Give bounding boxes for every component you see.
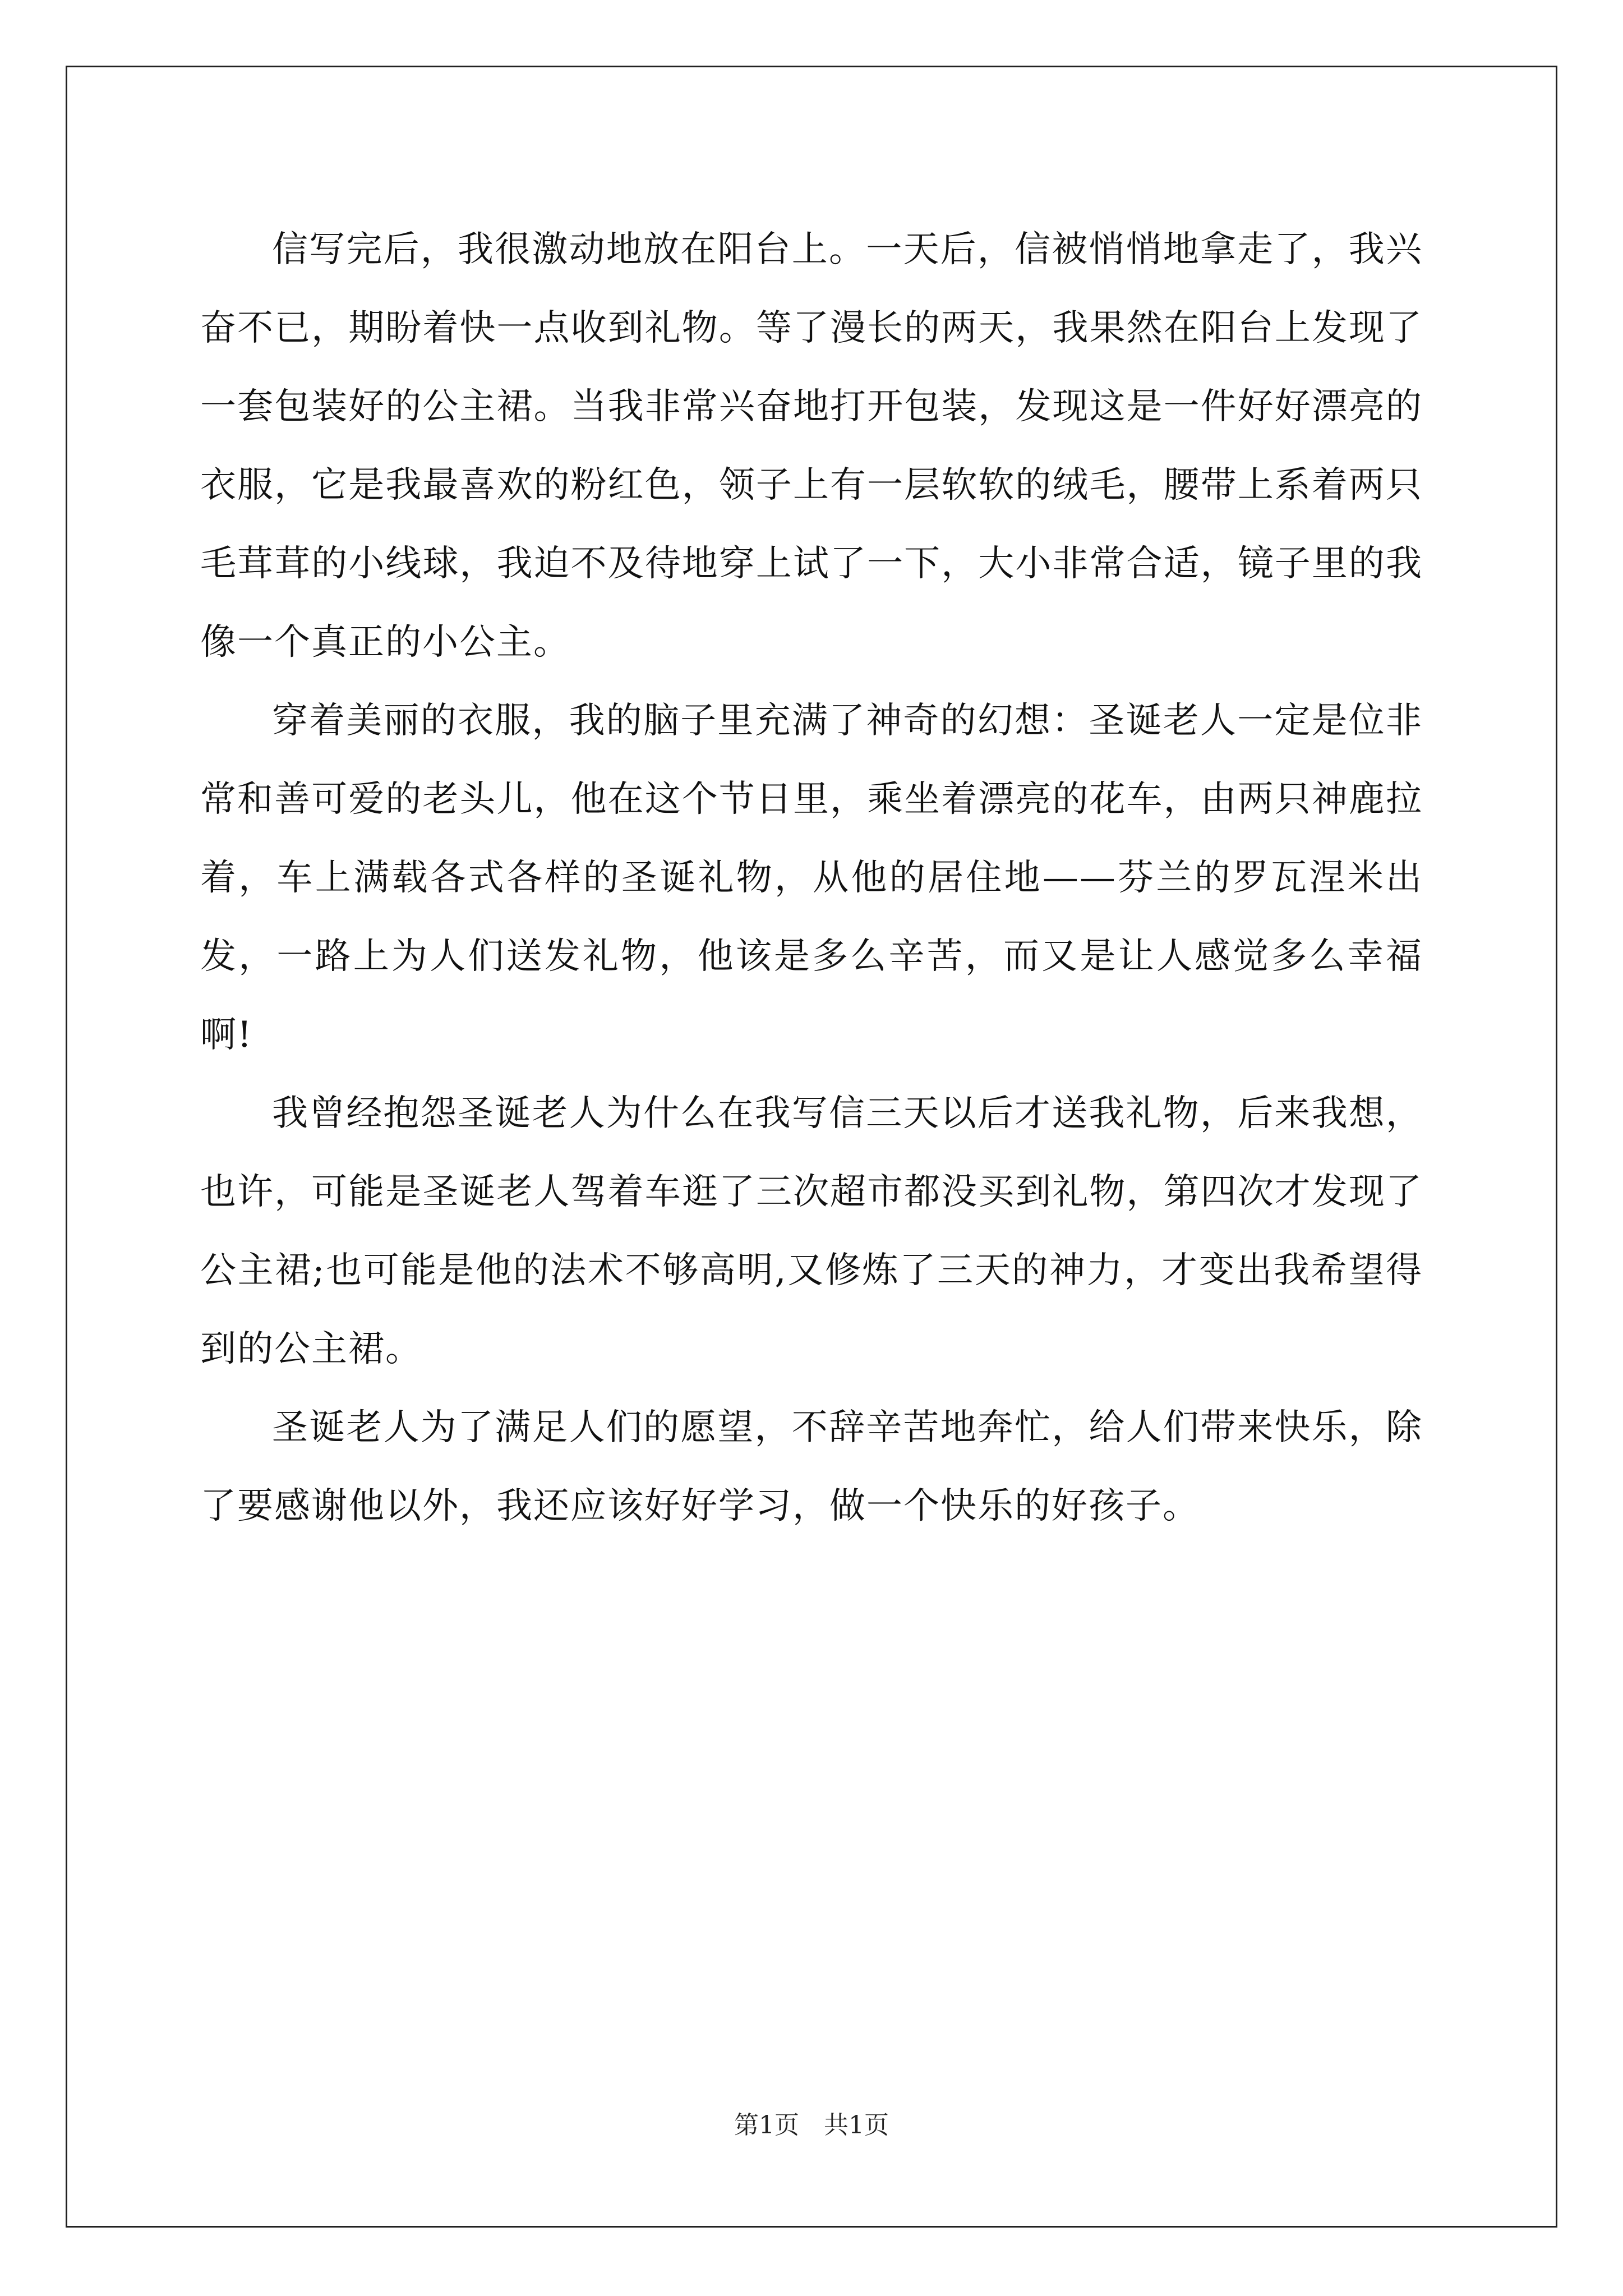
- page-number-footer: 第1页 共1页: [734, 2111, 889, 2139]
- document-body: [200, 210, 1423, 1545]
- paragraph: 信写完后，我很激动地放在阳台上。一天后，信被悄悄地拿走了，我兴奋不已，期盼着快一点收到礼物。等了漫长的两天，我果然在阳台上发现了一套包装好的公主裙。当我非常兴奋地打开包装，发现这是一件好好漂亮的衣服，它是我最喜欢的粉红色，领子上有一层软软的绒毛，腰带上系着两只毛茸茸的小线球，我迫不及待地穿上试了一下，大小非常合适，镜子里的我像一个真正的小公主。: [200, 229, 1423, 663]
- paragraph: 我曾经抱怨圣诞老人为什么在我写信三天以后才送我礼物，后来我想，也许，可能是圣诞老人驾着车逛了三次超市都没买到礼物，第四次才发现了公主裙;也可能是他的法术不够高明,又修炼了三天的神力，才变出我希望得到的公主裙。: [200, 1093, 1423, 1370]
- paragraph: 穿着美丽的衣服，我的脑子里充满了神奇的幻想：圣诞老人一定是位非常和善可爱的老头儿，他在这个节日里，乘坐着漂亮的花车，由两只神鹿拉着，车上满载各式各样的圣诞礼物，从他的居住地——芬兰的罗瓦涅米出发，一路上为人们送发礼物，他该是多么辛苦，而又是让人感觉多么幸福啊!: [200, 700, 1423, 1056]
- paragraph: 圣诞老人为了满足人们的愿望，不辞辛苦地奔忙，给人们带来快乐，除了要感谢他以外，我还应该好好学习，做一个快乐的好孩子。: [200, 1407, 1423, 1527]
